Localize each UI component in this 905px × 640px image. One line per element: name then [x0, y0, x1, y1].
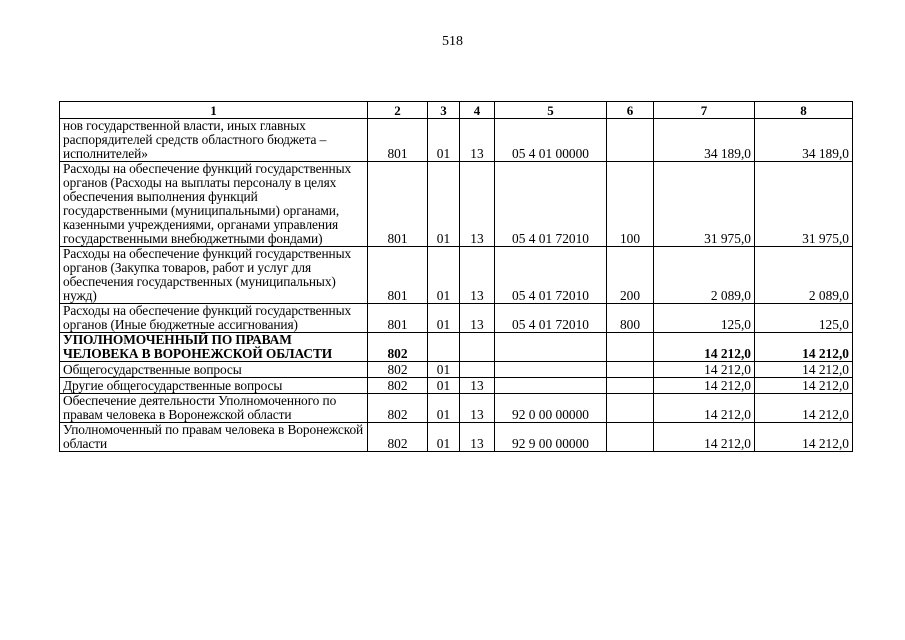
row-sum2: 14 212,0: [755, 423, 853, 452]
row-gr: 802: [368, 333, 428, 362]
row-sum1: 14 212,0: [654, 423, 755, 452]
row-name: Обеспечение деятельности Уполномоченного по правам человека в Воронежской области: [60, 394, 368, 423]
row-rz: 01: [428, 394, 460, 423]
row-vr: [607, 378, 654, 394]
row-vr: 200: [607, 247, 654, 304]
header-col-2: 2: [368, 102, 428, 119]
row-sum2: 2 089,0: [755, 247, 853, 304]
row-cs: 05 4 01 00000: [495, 119, 607, 162]
row-vr: [607, 423, 654, 452]
row-gr: 801: [368, 162, 428, 247]
row-sum1: 14 212,0: [654, 394, 755, 423]
row-cs: 05 4 01 72010: [495, 304, 607, 333]
row-vr: 100: [607, 162, 654, 247]
row-sum2: 31 975,0: [755, 162, 853, 247]
row-rz: 01: [428, 119, 460, 162]
row-cs: 92 9 00 00000: [495, 423, 607, 452]
row-pr: [460, 333, 495, 362]
table-row: [60, 119, 853, 162]
row-pr: 13: [460, 119, 495, 162]
header-col-5: 5: [495, 102, 607, 119]
table-row: [60, 394, 853, 423]
header-row: [60, 102, 853, 119]
table-row: [60, 423, 853, 452]
row-vr: [607, 394, 654, 423]
row-name: нов государственной власти, иных главных распорядителей средств областного бюджета – исполнителей»: [60, 119, 368, 162]
table-row: [60, 378, 853, 394]
row-name: Уполномоченный по правам человека в Воронежской области: [60, 423, 368, 452]
page-number: 518: [442, 34, 463, 49]
row-gr: 802: [368, 362, 428, 378]
table-header: [60, 102, 853, 119]
table-row: [60, 162, 853, 247]
row-pr: [460, 362, 495, 378]
row-name: Расходы на обеспечение функций государственных органов (Расходы на выплаты персоналу в целях обеспечения выполнения функций государственными (муниципальными) органами, казенными учреждениями, органами управления государственными внебюджетными фондами): [60, 162, 368, 247]
header-col-3: 3: [428, 102, 460, 119]
header-col-7: 7: [654, 102, 755, 119]
row-gr: 801: [368, 119, 428, 162]
row-rz: 01: [428, 304, 460, 333]
budget-table: [59, 101, 853, 452]
row-gr: 801: [368, 304, 428, 333]
row-cs: 05 4 01 72010: [495, 162, 607, 247]
row-sum1: 14 212,0: [654, 362, 755, 378]
row-vr: 800: [607, 304, 654, 333]
row-gr: 802: [368, 423, 428, 452]
row-cs: [495, 378, 607, 394]
row-gr: 802: [368, 378, 428, 394]
row-sum1: 2 089,0: [654, 247, 755, 304]
row-sum1: 14 212,0: [654, 333, 755, 362]
row-name: Расходы на обеспечение функций государственных органов (Закупка товаров, работ и услуг для обеспечения государственных (муниципальных) нужд): [60, 247, 368, 304]
row-vr: [607, 362, 654, 378]
row-cs: 05 4 01 72010: [495, 247, 607, 304]
header-col-6: 6: [607, 102, 654, 119]
row-name: Расходы на обеспечение функций государственных органов (Иные бюджетные ассигнования): [60, 304, 368, 333]
row-rz: 01: [428, 362, 460, 378]
row-gr: 802: [368, 394, 428, 423]
row-pr: 13: [460, 394, 495, 423]
row-name: Общегосударственные вопросы: [60, 362, 368, 378]
row-sum1: 31 975,0: [654, 162, 755, 247]
row-rz: 01: [428, 247, 460, 304]
row-sum2: 34 189,0: [755, 119, 853, 162]
row-sum2: 14 212,0: [755, 378, 853, 394]
header-col-8: 8: [755, 102, 853, 119]
row-sum1: 125,0: [654, 304, 755, 333]
header-col-1: 1: [60, 102, 368, 119]
table-row: [60, 362, 853, 378]
table-body: [60, 119, 853, 452]
table-row: [60, 304, 853, 333]
table-row: [60, 247, 853, 304]
row-rz: 01: [428, 378, 460, 394]
header-col-4: 4: [460, 102, 495, 119]
row-name: Другие общегосударственные вопросы: [60, 378, 368, 394]
row-vr: [607, 119, 654, 162]
row-rz: 01: [428, 423, 460, 452]
row-sum2: 125,0: [755, 304, 853, 333]
row-pr: 13: [460, 304, 495, 333]
row-cs: 92 0 00 00000: [495, 394, 607, 423]
row-pr: 13: [460, 378, 495, 394]
row-pr: 13: [460, 423, 495, 452]
table-row-section: [60, 333, 853, 362]
row-gr: 801: [368, 247, 428, 304]
row-pr: 13: [460, 162, 495, 247]
row-sum2: 14 212,0: [755, 394, 853, 423]
row-rz: [428, 333, 460, 362]
row-sum1: 14 212,0: [654, 378, 755, 394]
row-sum2: 14 212,0: [755, 333, 853, 362]
row-name: УПОЛНОМОЧЕННЫЙ ПО ПРАВАМ ЧЕЛОВЕКА В ВОРОНЕЖСКОЙ ОБЛАСТИ: [60, 333, 368, 362]
row-cs: [495, 333, 607, 362]
row-rz: 01: [428, 162, 460, 247]
row-cs: [495, 362, 607, 378]
row-pr: 13: [460, 247, 495, 304]
row-sum2: 14 212,0: [755, 362, 853, 378]
row-vr: [607, 333, 654, 362]
row-sum1: 34 189,0: [654, 119, 755, 162]
